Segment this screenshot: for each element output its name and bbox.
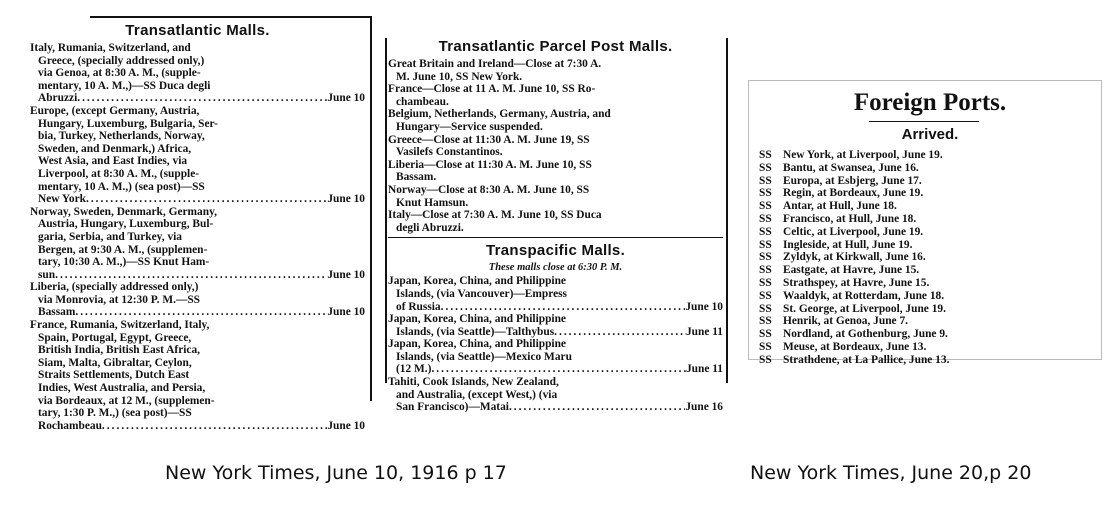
leader-dots	[554, 326, 686, 339]
entry-line: Italy—Close at 7:30 A. M. June 10, SS Duca	[388, 209, 602, 222]
foreign-ports-clipping	[748, 80, 1102, 366]
entry-line: Belgium, Netherlands, Germany, Austria, and	[388, 108, 611, 121]
entry-line: Liverpool, at 8:30 A. M., (supple-	[38, 167, 200, 180]
ship-arrival-text: Strathdene, at La Pallice, June 13.	[783, 353, 950, 366]
leader-dots	[431, 363, 686, 376]
entry-leader-line	[30, 306, 365, 319]
entry-line: Greece, (specially addressed only,)	[38, 54, 205, 67]
ship-arrival-row	[759, 162, 1101, 175]
ship-arrival-row	[759, 303, 1101, 316]
ship-arrival-text: Ingleside, at Hull, June 19.	[783, 238, 913, 251]
entry-line: Europe, (except Germany, Austria,	[30, 104, 200, 117]
entry-last-text: Bassam	[38, 306, 76, 319]
entry-line: Norway, Sweden, Denmark, Germany,	[30, 205, 217, 218]
entry-date: June 10	[327, 306, 365, 319]
ship-arrival-text: Henrik, at Genoa, June 7.	[783, 315, 908, 328]
mail-entry	[388, 134, 723, 159]
ship-prefix: SS	[759, 289, 772, 302]
clip1-heading: Transatlantic Malls.	[125, 22, 270, 39]
ship-arrival-text: Regin, at Bordeaux, June 19.	[783, 187, 924, 200]
leader-dots	[55, 269, 327, 282]
mail-entry	[388, 83, 723, 108]
entry-line: Greece—Close at 11:30 A. M. June 19, SS	[388, 133, 590, 146]
leader-dots	[441, 301, 686, 314]
ship-prefix: SS	[759, 225, 772, 238]
entry-leader-line	[30, 420, 365, 433]
entry-line: Japan, Korea, China, and Philippine	[388, 313, 566, 326]
ship-arrival-text: Celtic, at Liverpool, June 19.	[783, 225, 924, 238]
entry-line: Vasilefs Constantinos.	[396, 146, 503, 159]
entry-leader-line	[30, 92, 365, 105]
mail-entry	[388, 338, 723, 376]
caption-right: New York Times, June 20,p 20	[750, 462, 1032, 484]
ship-arrival-text: New York, at Liverpool, June 19.	[783, 149, 943, 161]
ship-arrival-text: St. George, at Liverpool, June 19.	[783, 302, 946, 315]
entry-line: Italy, Rumania, Switzerland, and	[30, 42, 191, 54]
entry-line: Sweden, and Denmark,) Africa,	[38, 142, 192, 155]
clip3-title: Foreign Ports.	[853, 89, 1007, 116]
ship-arrival-row	[759, 277, 1101, 290]
entry-date: June 16	[685, 401, 723, 414]
ship-prefix: SS	[759, 276, 772, 289]
entry-date: June 10	[327, 268, 365, 281]
entry-line: Spain, Portugal, Egypt, Greece,	[38, 331, 192, 344]
leader-dots	[509, 401, 685, 414]
ship-prefix: SS	[759, 251, 772, 264]
entry-date: June 11	[685, 363, 723, 376]
entry-line: Siam, Malta, Gibraltar, Ceylon,	[38, 356, 192, 369]
mail-entry	[30, 319, 365, 432]
entry-last-text: San Francisco)—Matai	[396, 401, 509, 414]
entry-line: Bassam.	[396, 171, 437, 184]
clip3-rule	[869, 121, 979, 122]
leader-dots	[77, 92, 327, 105]
clip2-subnote: These malls close at 6:30 P. M.	[488, 262, 623, 274]
entry-last-text: of Russia	[396, 300, 441, 313]
entry-line: Islands, (via Vancouver)—Empress	[396, 287, 567, 300]
entry-line: and Australia, (except West,) (via	[396, 388, 558, 401]
ship-prefix: SS	[759, 353, 772, 366]
leader-dots	[102, 420, 327, 433]
ship-prefix: SS	[759, 187, 772, 200]
ship-prefix: SS	[759, 149, 772, 161]
ship-prefix: SS	[759, 200, 772, 213]
clip2-heading: Transatlantic Parcel Post Malls.	[438, 38, 673, 55]
entry-date: June 10	[327, 419, 365, 432]
ship-prefix: SS	[759, 161, 772, 174]
clip2-entries2	[388, 275, 723, 414]
entry-leader-line	[388, 326, 723, 339]
ship-arrival-row	[759, 251, 1101, 264]
entry-last-text: Abruzzi	[38, 92, 78, 105]
parcel-post-clipping	[388, 38, 723, 414]
ship-arrival-text: Bantu, at Swansea, June 16.	[783, 161, 919, 174]
ship-prefix: SS	[759, 174, 772, 187]
entry-leader-line	[388, 401, 723, 414]
clip1-entries	[30, 42, 365, 432]
mail-entry	[30, 281, 365, 319]
clip2-divider	[388, 237, 723, 238]
ship-arrival-row	[759, 149, 1101, 162]
entry-date: June 10	[327, 92, 365, 105]
entry-last-text: Islands, (via Seattle)—Talthybus	[396, 325, 555, 338]
clip3-ship-list	[759, 149, 1101, 367]
entry-date: June 10	[685, 300, 723, 313]
ship-arrival-row	[759, 187, 1101, 200]
entry-line: Knut Hamsun.	[396, 196, 469, 209]
entry-line: France, Rumania, Switzerland, Italy,	[30, 319, 210, 332]
clip3-subtitle: Arrived.	[901, 126, 959, 143]
clip2-heading2: Transpacific Malls.	[485, 242, 626, 260]
ship-prefix: SS	[759, 238, 772, 251]
clip2-entries	[388, 58, 723, 234]
entry-line: via Monrovia, at 12:30 P. M.—SS	[38, 293, 201, 306]
entry-last-text: New York	[38, 193, 86, 206]
mail-entry	[388, 184, 723, 209]
ship-prefix: SS	[759, 212, 772, 225]
entry-line: Hungary—Service suspended.	[396, 120, 543, 133]
ship-arrival-row	[759, 354, 1101, 367]
entry-date: June 10	[327, 193, 365, 206]
entry-date: June 11	[685, 325, 723, 338]
ship-prefix: SS	[759, 340, 772, 353]
clip2-left-rule	[385, 38, 387, 383]
ship-arrival-row	[759, 264, 1101, 277]
mail-entry	[388, 376, 723, 414]
clip1-right-rule	[370, 16, 372, 401]
entry-line: mentary, 10 A. M.,) (sea post)—SS	[38, 180, 205, 193]
mail-entry	[30, 42, 365, 105]
caption-left: New York Times, June 10, 1916 p 17	[165, 462, 507, 484]
ship-prefix: SS	[759, 328, 772, 341]
ship-arrival-text: Nordland, at Gothenburg, June 9.	[783, 328, 948, 341]
ship-arrival-row	[759, 290, 1101, 303]
entry-line: Tahiti, Cook Islands, New Zealand,	[388, 376, 559, 389]
entry-line: via Genoa, at 8:30 A. M., (supple-	[38, 67, 201, 80]
ship-arrival-row	[759, 239, 1101, 252]
clip1-top-rule	[90, 16, 370, 18]
entry-leader-line	[388, 301, 723, 314]
entry-line: degli Abruzzi.	[396, 221, 464, 234]
transatlantic-mails-clipping	[30, 22, 365, 432]
ship-arrival-row	[759, 200, 1101, 213]
entry-line: British India, British East Africa,	[38, 344, 201, 357]
ship-arrival-text: Europa, at Esbjerg, June 17.	[783, 174, 922, 187]
entry-line: Norway—Close at 8:30 A. M. June 10, SS	[388, 183, 590, 196]
entry-line: Japan, Korea, China, and Philippine	[388, 275, 566, 288]
ship-arrival-text: Waaldyk, at Rotterdam, June 18.	[783, 289, 945, 302]
mail-entry	[30, 206, 365, 282]
entry-line: chambeau.	[396, 95, 449, 108]
entry-line: garia, Serbia, and Turkey, via	[38, 230, 182, 243]
entry-line: West Asia, and East Indies, via	[38, 155, 188, 168]
entry-line: bia, Turkey, Netherlands, Norway,	[38, 130, 205, 143]
entry-line: mentary, 10 A. M.,)—SS Duca degli	[38, 79, 211, 92]
entry-line: Bergen, at 9:30 A. M., (supplemen-	[38, 243, 208, 256]
entry-line: Hungary, Luxemburg, Bulgaria, Ser-	[38, 117, 218, 130]
mail-entry	[30, 105, 365, 206]
entry-line: via Bordeaux, at 12 M., (supplemen-	[38, 394, 215, 407]
entry-last-text: Rochambeau	[38, 419, 102, 432]
entry-line: France—Close at 11 A. M. June 10, SS Ro-	[388, 83, 596, 96]
ship-arrival-row	[759, 341, 1101, 354]
ship-arrival-text: Francisco, at Hull, June 18.	[783, 212, 917, 225]
entry-last-text: (12 M.)	[396, 363, 432, 376]
entry-leader-line	[30, 193, 365, 206]
ship-arrival-row	[759, 226, 1101, 239]
ship-arrival-row	[759, 175, 1101, 188]
mail-entry	[388, 313, 723, 338]
entry-leader-line	[30, 269, 365, 282]
entry-line: Austria, Hungary, Luxemburg, Bul-	[38, 218, 214, 231]
ship-arrival-text: Meuse, at Bordeaux, June 13.	[783, 340, 927, 353]
entry-line: M. June 10, SS New York.	[396, 70, 523, 83]
entry-line: Liberia, (specially addressed only,)	[30, 281, 199, 294]
entry-line: Japan, Korea, China, and Philippine	[388, 338, 566, 351]
leader-dots	[75, 306, 327, 319]
mail-entry	[388, 58, 723, 83]
entry-line: Straits Settlements, Dutch East	[38, 369, 190, 382]
entry-line: Great Britain and Ireland—Close at 7:30 A.	[388, 58, 602, 70]
entry-last-text: sun	[38, 268, 56, 281]
ship-arrival-row	[759, 315, 1101, 328]
mail-entry	[388, 159, 723, 184]
ship-arrival-text: Zyldyk, at Kirkwall, June 16.	[783, 251, 926, 264]
mail-entry	[388, 275, 723, 313]
mail-entry	[388, 108, 723, 133]
ship-arrival-text: Strathspey, at Havre, June 15.	[783, 276, 930, 289]
entry-line: Islands, (via Seattle)—Mexico Maru	[396, 350, 572, 363]
leader-dots	[86, 193, 327, 206]
entry-line: tary, 10:30 A. M.,)—SS Knut Ham-	[38, 256, 210, 269]
ship-prefix: SS	[759, 302, 772, 315]
entry-line: Indies, West Australia, and Persia,	[38, 382, 206, 395]
mail-entry	[388, 209, 723, 234]
ship-arrival-row	[759, 328, 1101, 341]
ship-arrival-text: Eastgate, at Havre, June 15.	[783, 264, 920, 277]
entry-line: tary, 1:30 P. M.,) (sea post)—SS	[38, 407, 192, 420]
clip2-right-rule	[726, 38, 728, 383]
ship-arrival-row	[759, 213, 1101, 226]
entry-line: Liberia—Close at 11:30 A. M. June 10, SS	[388, 158, 592, 171]
ship-arrival-text: Antar, at Hull, June 18.	[783, 200, 897, 213]
ship-prefix: SS	[759, 315, 772, 328]
ship-prefix: SS	[759, 264, 772, 277]
entry-leader-line	[388, 363, 723, 376]
